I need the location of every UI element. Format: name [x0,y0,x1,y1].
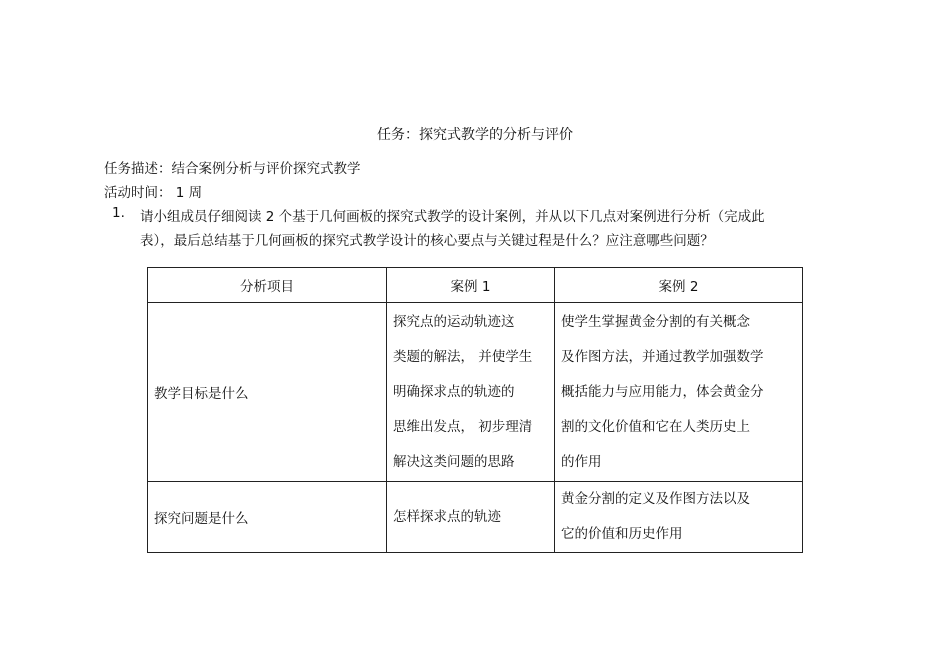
cell-line: 怎样探求点的轨迹 [393,508,501,525]
task-description: 任务描述：结合案例分析与评价探究式教学 [104,161,361,177]
analysis-table [147,267,803,553]
header-case-1: 案例 1 [387,268,555,303]
row-item-label: 探究问题是什么 [148,482,387,553]
cell-line: 概括能力与应用能力，体会黄金分 [561,383,764,400]
cell-line: 它的价值和历史作用 [561,526,683,542]
instruction-line-2: 表），最后总结基于几何画板的探究式教学设计的核心要点与关键过程是什么？应注意哪些问题？ [140,233,714,249]
cell-line: 类题的解法， 并使学生 [393,348,533,365]
instruction-line-1: 请小组成员仔细阅读 2 个基于几何画板的探究式教学的设计案例，并从以下几点对案例进行分析（完成此 [140,209,765,225]
cell-line: 及作图方法，并通过教学加强数学 [561,348,764,365]
case-1-cell [387,303,555,482]
header-item: 分析项目 [148,268,387,303]
table-row [148,482,803,553]
page-title: 任务：探究式教学的分析与评价 [377,127,573,143]
cell-line: 割的文化价值和它在人类历史上 [561,418,750,435]
cell-line: 使学生掌握黄金分割的有关概念 [561,313,750,330]
row-item-label: 教学目标是什么 [148,303,387,482]
case-2-cell [555,303,803,482]
table-header-row [148,268,803,303]
case-2-cell [555,482,803,553]
case-1-cell [387,482,555,553]
activity-time: 活动时间： 1 周 [104,185,203,201]
instruction-number: 1. [112,205,125,221]
header-case-2: 案例 2 [555,268,803,303]
cell-line: 探究点的运动轨迹这 [393,313,515,330]
table-row [148,303,803,482]
cell-line: 思维出发点， 初步理清 [393,418,533,435]
cell-line: 黄金分割的定义及作图方法以及 [561,491,750,507]
cell-line: 的作用 [561,453,602,470]
cell-line: 解决这类问题的思路 [393,453,515,470]
cell-line: 明确探求点的轨迹的 [393,383,515,400]
